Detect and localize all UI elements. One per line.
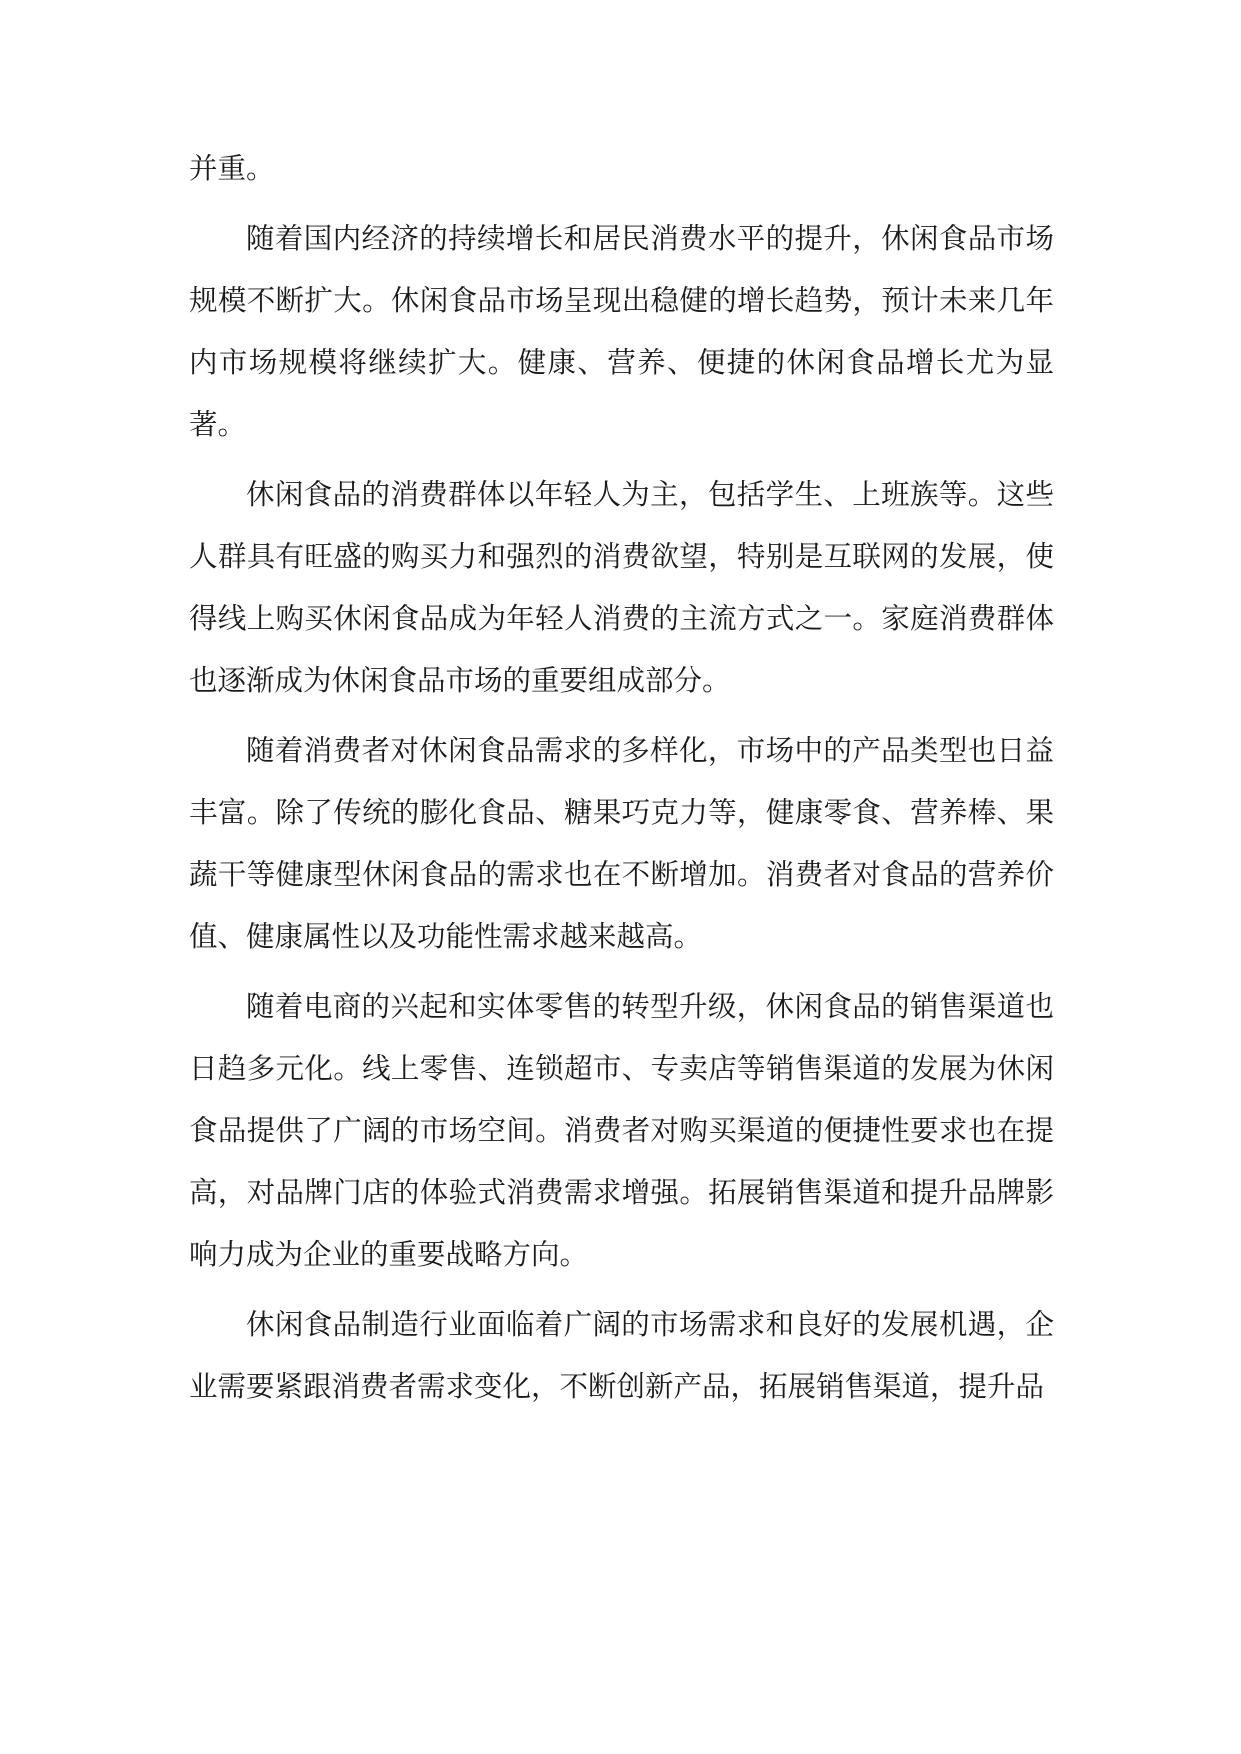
paragraph-sales-channels: 随着电商的兴起和实体零售的转型升级，休闲食品的销售渠道也日趋多元化。线上零售、连锁超市、专卖店等销售渠道的发展为休闲食品提供了广阔的市场空间。消费者对购买渠道的便捷性要求也在提高，对品牌门店的体验式消费需求增强。拓展销售渠道和提升品牌影响力成为企业的重要战略方向。 bbox=[189, 990, 1054, 1271]
paragraph-market-scale: 随着国内经济的持续增长和居民消费水平的提升，休闲食品市场规模不断扩大。休闲食品市场呈现出稳健的增长趋势，预计未来几年内市场规模将继续扩大。健康、营养、便捷的休闲食品增长尤为显著。 bbox=[189, 222, 1054, 441]
paragraph-continued: 并重。 bbox=[189, 152, 275, 185]
paragraph-opportunities: 休闲食品制造行业面临着广阔的市场需求和良好的发展机遇，企业需要紧跟消费者需求变化，不断创新产品，拓展销售渠道，提升品 bbox=[189, 1308, 1054, 1403]
paragraph-product-types: 随着消费者对休闲食品需求的多样化，市场中的产品类型也日益丰富。除了传统的膨化食品、糖果巧克力等，健康零食、营养棒、果蔬干等健康型休闲食品的需求也在不断增加。消费者对食品的营养价值、健康属性以及功能性需求越来越高。 bbox=[189, 734, 1054, 953]
document-body bbox=[189, 138, 1054, 1418]
paragraph-consumer-groups: 休闲食品的消费群体以年轻人为主，包括学生、上班族等。这些人群具有旺盛的购买力和强烈的消费欲望，特别是互联网的发展，使得线上购买休闲食品成为年轻人消费的主流方式之一。家庭消费群体也逐渐成为休闲食品市场的重要组成部分。 bbox=[189, 478, 1054, 697]
